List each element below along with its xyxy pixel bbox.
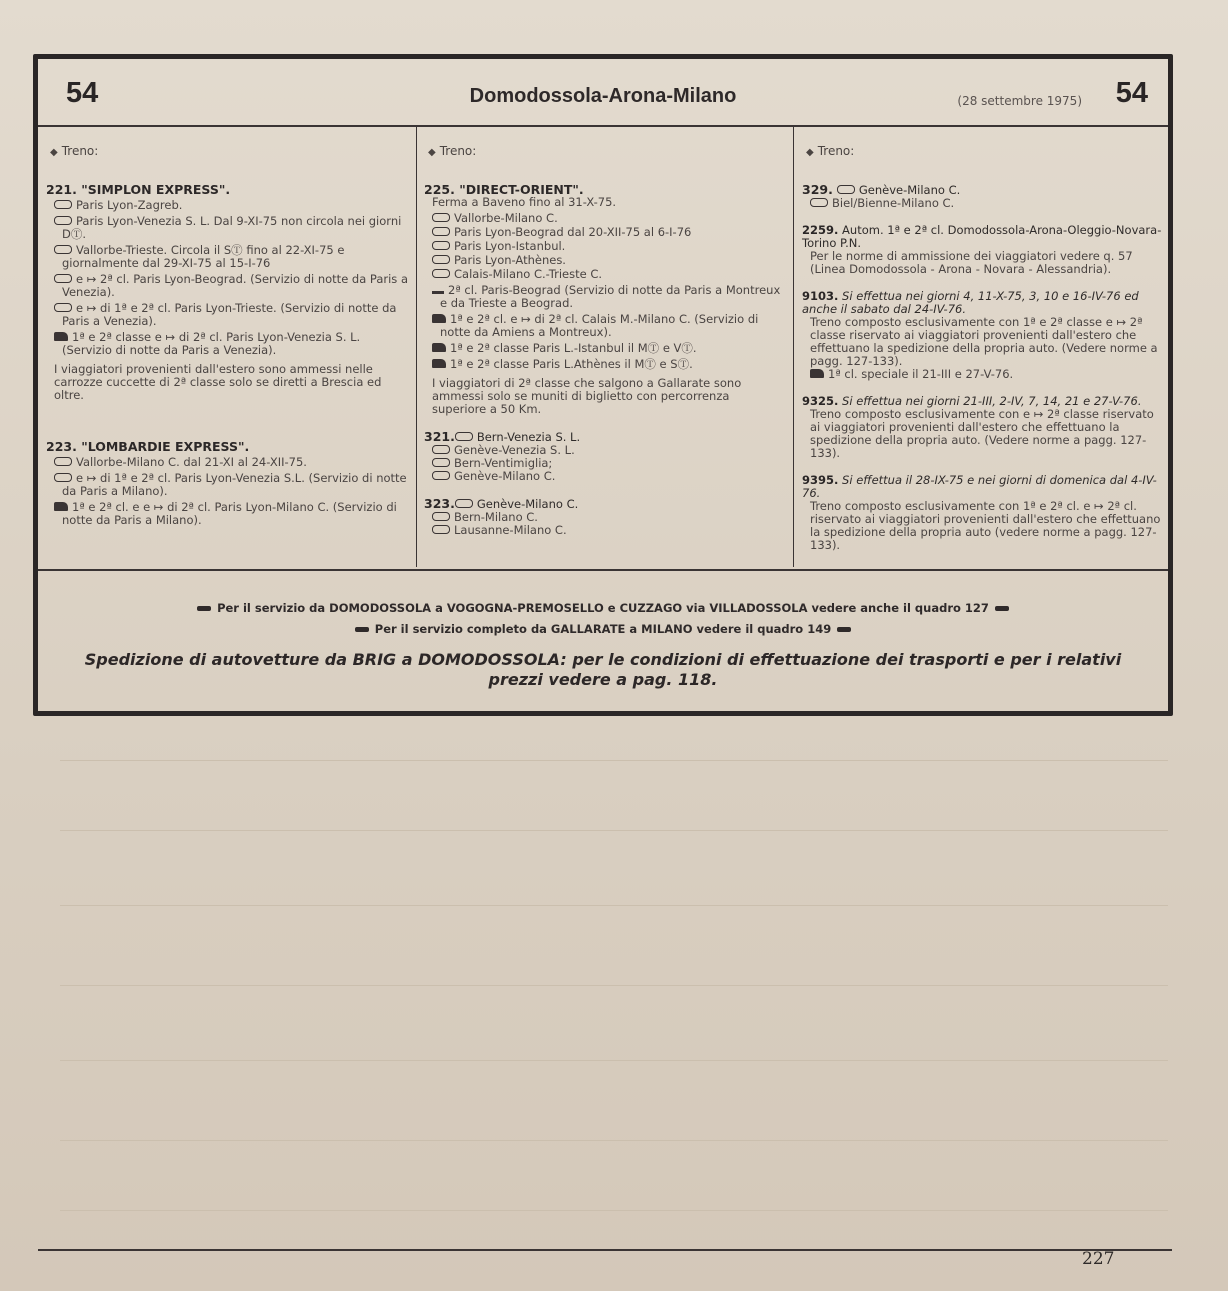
train-329-line: Biel/Bienne-Milano C. (832, 196, 955, 210)
train-323-line: Bern-Milano C. (454, 510, 538, 524)
couchette-icon (432, 286, 444, 294)
sleeper-car-icon (432, 525, 450, 534)
column-middle (424, 125, 784, 567)
train-2259-note: Per le norme di ammissione dei viaggiatori vedere q. 57 (Linea Domodossola - Arona - Novara - Alessandria). (810, 249, 1133, 276)
page-bottom-rule (38, 1249, 1172, 1251)
diamond-icon: ◆ (50, 147, 58, 158)
sleeper-car-icon (432, 269, 450, 278)
pointing-hand-icon (197, 606, 211, 611)
train-9103-extra: 1ª cl. speciale il 21-III e 27-V-76. (828, 367, 1014, 381)
ghost-line (60, 760, 1168, 761)
ghost-line (60, 985, 1168, 986)
timetable-footer (38, 569, 1168, 690)
sleeper-car-icon (54, 274, 72, 283)
column-right (802, 125, 1164, 567)
train-9395-block (802, 474, 1164, 552)
train-9103-number: 9103. (802, 289, 839, 303)
train-9325-note: Treno composto esclusivamente con e ↦ 2ª classe riservato ai viaggiatori provenienti dall'estero che effettuano la spedizione della propria auto. (Vedere norme a pagg. 127-133). (810, 407, 1154, 460)
train-221-line: e ↦ 2ª cl. Paris Lyon-Beograd. (Servizio di notte da Paris a Venezia). (46, 273, 412, 299)
ghost-line (60, 1140, 1168, 1141)
car-transport-icon (432, 343, 446, 352)
sleeper-car-icon (54, 245, 72, 254)
train-323-block (424, 497, 784, 537)
train-2259-text: Autom. 1ª e 2ª cl. Domodossola-Arona-Oleggio-Novara-Torino P.N. (802, 223, 1162, 250)
footer-line-1: Per il servizio da DOMODOSSOLA a VOGOGNA-PREMOSELLO e CUZZAGO via VILLADOSSOLA vedere anche il quadro 127 (217, 601, 989, 615)
train-225-line: 1ª e 2ª cl. e ↦ di 2ª cl. Calais M.-Milano C. (Servizio di notte da Amiens a Montreux). (424, 313, 784, 339)
train-9325-number: 9325. (802, 394, 839, 408)
diamond-icon: ◆ (428, 147, 436, 158)
sleeper-car-icon (432, 227, 450, 236)
sleeper-car-icon (432, 445, 450, 454)
train-9103-block (802, 290, 1164, 381)
timetable-header (38, 59, 1168, 127)
pointing-hand-icon (837, 627, 851, 632)
sleeper-car-icon (54, 200, 72, 209)
ghost-line (60, 1060, 1168, 1061)
sleeper-car-icon (432, 458, 450, 467)
train-2259-block (802, 224, 1164, 276)
train-223-line: 1ª e 2ª cl. e e ↦ di 2ª cl. Paris Lyon-Milano C. (Servizio di notte da Paris a Milano). (46, 501, 412, 527)
treno-text: Treno: (817, 144, 855, 158)
column-left (46, 125, 412, 567)
sleeper-car-icon (810, 198, 828, 207)
car-transport-icon (810, 369, 824, 378)
train-321-number: 321. (424, 429, 455, 444)
pointing-hand-icon (355, 627, 369, 632)
sleeper-car-icon (455, 432, 473, 441)
sleeper-car-icon (455, 499, 473, 508)
train-321-line: Bern-Venezia S. L. (476, 430, 581, 444)
train-223-line: Vallorbe-Milano C. dal 21-XI al 24-XII-75. (46, 456, 412, 469)
train-223-title: 223. "LOMBARDIE EXPRESS". (46, 439, 250, 454)
train-323-line: Lausanne-Milano C. (454, 523, 567, 537)
train-321-block (424, 430, 784, 483)
route-title: Domodossola-Arona-Milano (469, 85, 737, 107)
train-columns (38, 125, 1168, 567)
sleeper-car-icon (54, 473, 72, 482)
train-329-number: 329. (802, 182, 833, 197)
train-329-line: Genève-Milano C. (858, 183, 961, 197)
train-2259-number: 2259. (802, 223, 839, 237)
train-9395-text: Si effettua il 28-IX-75 e nei giorni di domenica dal 4-IV-76. (802, 473, 1157, 500)
sleeper-car-icon (432, 512, 450, 521)
train-323-number: 323. (424, 496, 455, 511)
pointing-hand-icon (995, 606, 1009, 611)
ghost-line (60, 1210, 1168, 1211)
train-9103-text: Si effettua nei giorni 4, 11-X-75, 3, 10 e 16-IV-76 ed anche il sabato dal 24-IV-76. (802, 289, 1139, 316)
train-221-note: I viaggiatori provenienti dall'estero sono ammessi nelle carrozze cuccette di 2ª classe solo se diretti a Brescia ed oltre. (54, 362, 382, 402)
treno-label (428, 145, 784, 159)
train-225-line: Paris Lyon-Athènes. (424, 254, 784, 267)
table-number-left: 54 (66, 77, 99, 109)
train-225-line: Paris Lyon-Beograd dal 20-XII-75 al 6-I-76 (424, 226, 784, 239)
sleeper-car-icon (432, 255, 450, 264)
treno-label (806, 145, 1164, 159)
train-225-line: 1ª e 2ª classe Paris L.-Istanbul il MⓉ e VⓉ. (424, 342, 784, 355)
edition-date: (28 settembre 1975) (957, 94, 1082, 108)
train-225-line: 2ª cl. Paris-Beograd (Servizio di notte da Paris a Montreux e da Trieste a Beograd. (424, 284, 784, 310)
table-number-right: 54 (1115, 77, 1148, 109)
train-9325-block (802, 395, 1164, 460)
treno-text: Treno: (439, 144, 477, 158)
train-329-block (802, 183, 1164, 210)
footer-reference-127 (38, 601, 1168, 615)
train-221-line: Paris Lyon-Venezia S. L. Dal 9-XI-75 non circola nei giorni DⓉ. (46, 215, 412, 241)
train-221-line: Vallorbe-Trieste. Circola il SⓉ fino al 22-XI-75 e giornalmente dal 29-XI-75 al 15-I-76 (46, 244, 412, 270)
train-9103-note: Treno composto esclusivamente con 1ª e 2ª classe e ↦ 2ª classe riservato ai viaggiatori provenienti dall'estero che effettuano la spedizione della propria auto. (Vedere norme a pagg. 127-133). (810, 315, 1158, 368)
footer-reference-149 (38, 622, 1168, 636)
sleeper-car-icon (54, 303, 72, 312)
sleeper-car-icon (837, 185, 855, 194)
train-221-title: 221. "SIMPLON EXPRESS". (46, 182, 231, 197)
car-transport-icon (54, 502, 68, 511)
column-divider (416, 125, 417, 567)
train-321-line: Bern-Ventimiglia; (454, 456, 553, 470)
footer-line-2: Per il servizio completo da GALLARATE a MILANO vedere il quadro 149 (374, 622, 832, 636)
train-221-line: e ↦ di 1ª e 2ª cl. Paris Lyon-Trieste. (Servizio di notte da Paris a Venezia). (46, 302, 412, 328)
sleeper-car-icon (432, 213, 450, 222)
train-9395-number: 9395. (802, 473, 839, 487)
train-9395-note: Treno composto esclusivamente con 1ª e 2ª cl. e ↦ 2ª cl. riservato ai viaggiatori provenienti dall'estero che effettuano la spedizione della propria auto (vedere norme a pagg. 127-133). (810, 499, 1161, 552)
car-transport-icon (54, 332, 68, 341)
train-221-line: 1ª e 2ª classe e ↦ di 2ª cl. Paris Lyon-Venezia S. L. (Servizio di notte da Paris a Venezia). (46, 331, 412, 357)
diamond-icon: ◆ (806, 147, 814, 158)
train-225-sub: Ferma a Baveno fino al 31-X-75. (432, 195, 617, 209)
ghost-line (60, 905, 1168, 906)
train-9325-text: Si effettua nei giorni 21-III, 2-IV, 7, 14, 21 e 27-V-76. (842, 394, 1142, 408)
car-transport-icon (432, 314, 446, 323)
train-225-line: Paris Lyon-Istanbul. (424, 240, 784, 253)
car-shipping-notice: Spedizione di autovetture da BRIG a DOMODOSSOLA: per le condizioni di effettuazione dei trasporti e per i relativi prezzi vedere a pag. 118. (84, 650, 1122, 689)
ghost-line (60, 830, 1168, 831)
train-321-line: Genève-Venezia S. L. (454, 443, 575, 457)
car-transport-icon (432, 359, 446, 368)
treno-label (50, 145, 412, 159)
train-225-line: Calais-Milano C.-Trieste C. (424, 268, 784, 281)
sleeper-car-icon (54, 457, 72, 466)
treno-text: Treno: (61, 144, 99, 158)
train-221-line: Paris Lyon-Zagreb. (46, 199, 412, 212)
column-divider (793, 125, 794, 567)
sleeper-car-icon (432, 471, 450, 480)
train-225-note: I viaggiatori di 2ª classe che salgono a Gallarate sono ammessi solo se muniti di biglietto con percorrenza superiore a 50 Km. (432, 376, 742, 416)
sleeper-car-icon (432, 241, 450, 250)
train-225-line: 1ª e 2ª classe Paris L.Athènes il MⓉ e SⓉ. (424, 358, 784, 371)
train-323-line: Genève-Milano C. (476, 497, 579, 511)
train-225-title: 225. "DIRECT-ORIENT". (424, 182, 584, 197)
train-223-line: e ↦ di 1ª e 2ª cl. Paris Lyon-Venezia S.L. (Servizio di notte da Paris a Milano). (46, 472, 412, 498)
train-321-line: Genève-Milano C. (454, 469, 556, 483)
timetable-frame (33, 54, 1173, 716)
train-225-line: Vallorbe-Milano C. (424, 212, 784, 225)
sleeper-car-icon (54, 216, 72, 225)
page-number: 227 (1082, 1249, 1115, 1269)
